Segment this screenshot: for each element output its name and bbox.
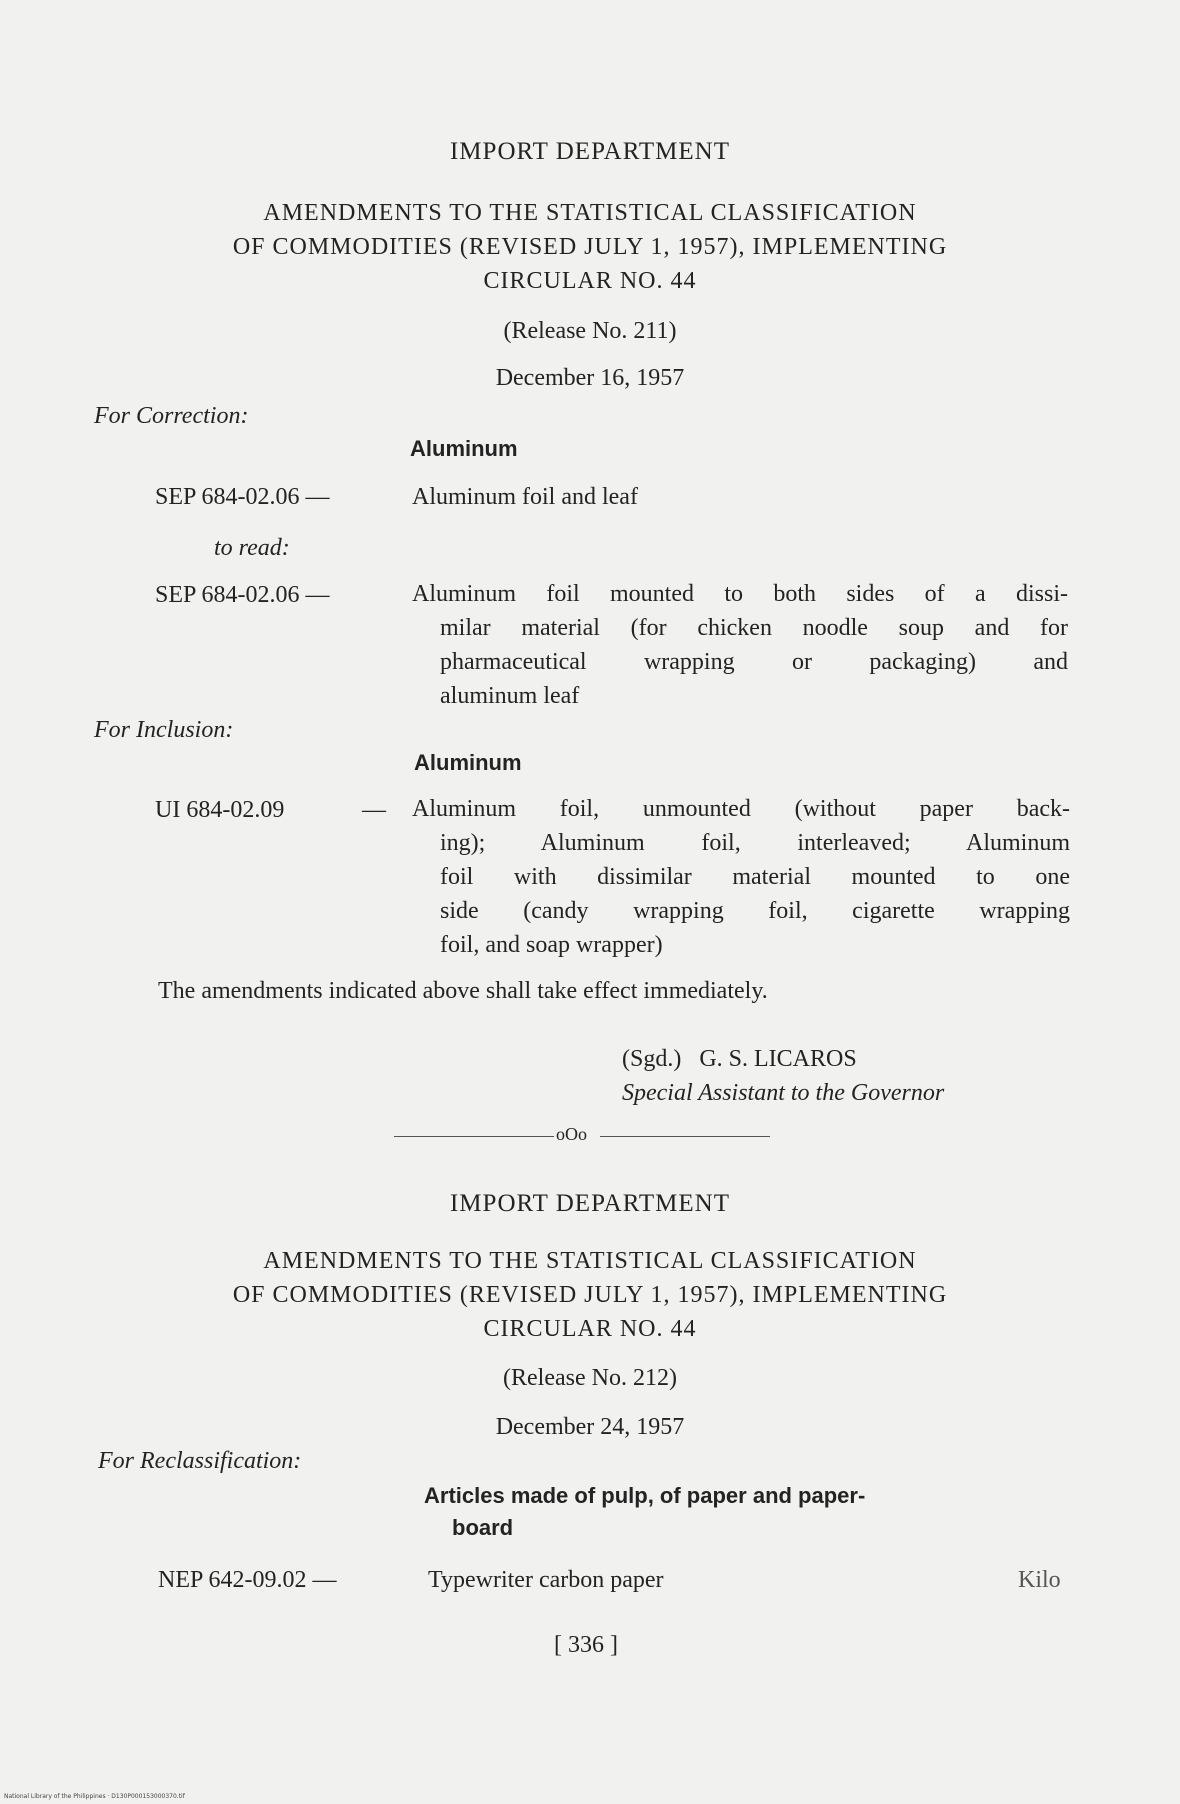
corrected-description [412, 577, 1068, 713]
reclassification-label: For Reclassification: [98, 1448, 302, 1474]
release-number: (Release No. 211) [503, 318, 677, 344]
reclass-heading-line-2: board [452, 1515, 514, 1540]
department-heading-2: IMPORT DEPARTMENT [449, 1190, 730, 1217]
inclusion-desc-line: foil, and soap wrapper) [440, 932, 663, 958]
scan-footer: National Library of the Philippines · D130P000153000370.tif [4, 1793, 185, 1800]
page-number: [ 336 ] [554, 1632, 618, 1658]
inclusion-heading: Aluminum [414, 750, 522, 775]
inclusion-code: UI 684-02.09 [155, 797, 285, 823]
correction-description: Aluminum foil and leaf [412, 484, 638, 510]
corrected-desc-line: milar material (for chicken noodle soup and for [440, 615, 1068, 641]
corrected-desc-line: pharmaceutical wrapping or packaging) and [440, 649, 1068, 675]
inclusion-desc-line: foil with dissimilar material mounted to one [440, 864, 1070, 890]
corrected-desc-line: aluminum leaf [440, 683, 580, 709]
signatory-title: Special Assistant to the Governor [622, 1080, 945, 1106]
inclusion-desc-line: ing); Aluminum foil, interleaved; Aluminum [440, 830, 1070, 856]
inclusion-label: For Inclusion: [94, 717, 234, 743]
reclass-code: NEP 642-09.02 — [158, 1567, 337, 1593]
inclusion-desc-line: Aluminum foil, unmounted (without paper back- [412, 796, 1070, 822]
reclass-unit: Kilo [1018, 1567, 1061, 1593]
corrected-code: SEP 684-02.06 — [155, 582, 330, 608]
separator-ornament: oOo [556, 1124, 587, 1144]
reclass-description: Typewriter carbon paper [428, 1567, 664, 1593]
correction-label: For Correction: [94, 403, 249, 429]
title2-line-2: OF COMMODITIES (REVISED JULY 1, 1957), IMPLEMENTING [232, 1282, 948, 1308]
inclusion-dash: — [362, 797, 386, 823]
release-date: December 16, 1957 [495, 365, 685, 391]
title-line-2: OF COMMODITIES (REVISED JULY 1, 1957), IMPLEMENTING [232, 234, 948, 260]
title2-line-1: AMENDMENTS TO THE STATISTICAL CLASSIFICATION [263, 1248, 917, 1274]
to-read-label: to read: [214, 535, 290, 561]
release-number-2: (Release No. 212) [503, 1365, 677, 1391]
reclass-heading-line-1: Articles made of pulp, of paper and paper- [424, 1483, 866, 1508]
title2-line-3: CIRCULAR NO. 44 [483, 1316, 697, 1342]
title-line-3: CIRCULAR NO. 44 [483, 268, 697, 294]
inclusion-description [412, 792, 1070, 962]
inclusion-desc-line: side (candy wrapping foil, cigarette wrapping [440, 898, 1070, 924]
correction-code: SEP 684-02.06 — [155, 484, 330, 510]
release-date-2: December 24, 1957 [495, 1414, 685, 1440]
department-heading: IMPORT DEPARTMENT [449, 138, 730, 165]
correction-heading: Aluminum [410, 436, 518, 461]
signature-line: (Sgd.) G. S. LICAROS [622, 1046, 857, 1072]
title-line-1: AMENDMENTS TO THE STATISTICAL CLASSIFICATION [263, 200, 917, 226]
separator-rule-right [600, 1136, 770, 1137]
effect-statement: The amendments indicated above shall take effect immediately. [158, 978, 768, 1004]
corrected-desc-line: Aluminum foil mounted to both sides of a dissi- [412, 581, 1068, 607]
separator-rule-left [394, 1136, 554, 1137]
